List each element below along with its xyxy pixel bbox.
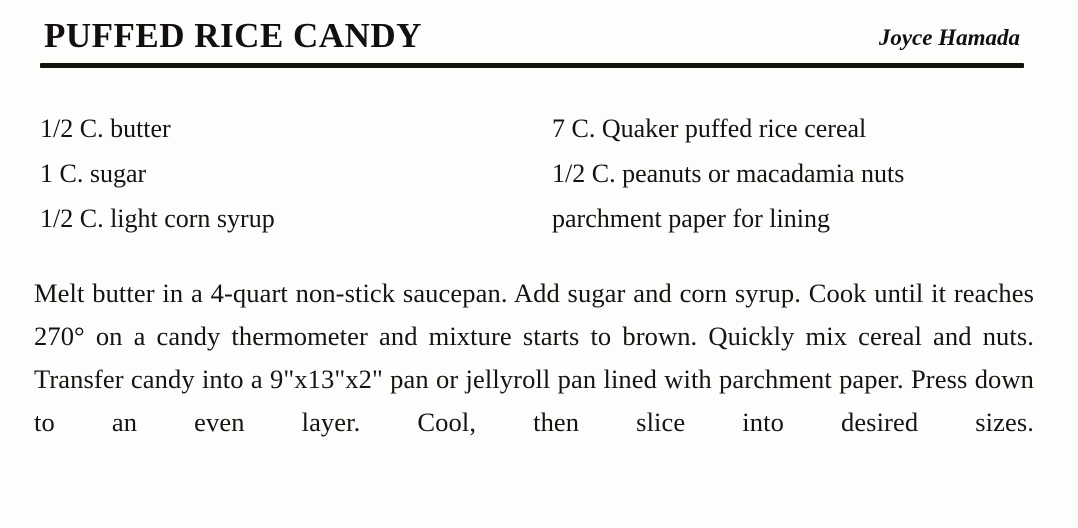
list-item: 1/2 C. peanuts or macadamia nuts [552, 159, 905, 188]
ingredients-section [40, 106, 1030, 241]
recipe-header [44, 18, 1020, 53]
list-item: 1/2 C. light corn syrup [40, 204, 275, 233]
page-title: PUFFED RICE CANDY [44, 16, 422, 55]
list-item: 7 C. Quaker puffed rice cereal [552, 114, 867, 143]
title-divider [40, 63, 1024, 68]
directions-text: Melt butter in a 4-quart non-stick saucepan. Add sugar and corn syrup. Cook until it reaches 270° on a candy thermometer and mixture starts to brown. Quickly mix cereal and nuts. Transfer candy into a 9"x13"x2" pan or jellyroll pan lined with parchment paper. Press down to an even layer. Cool, then slice into desired sizes. [34, 278, 1034, 437]
ingredients-column-left [40, 106, 552, 241]
list-item: parchment paper for lining [552, 204, 830, 233]
ingredients-column-right [552, 106, 1022, 241]
recipe-author: Joyce Hamada [878, 25, 1020, 50]
list-item: 1 C. sugar [40, 159, 147, 188]
list-item: 1/2 C. butter [40, 114, 171, 143]
